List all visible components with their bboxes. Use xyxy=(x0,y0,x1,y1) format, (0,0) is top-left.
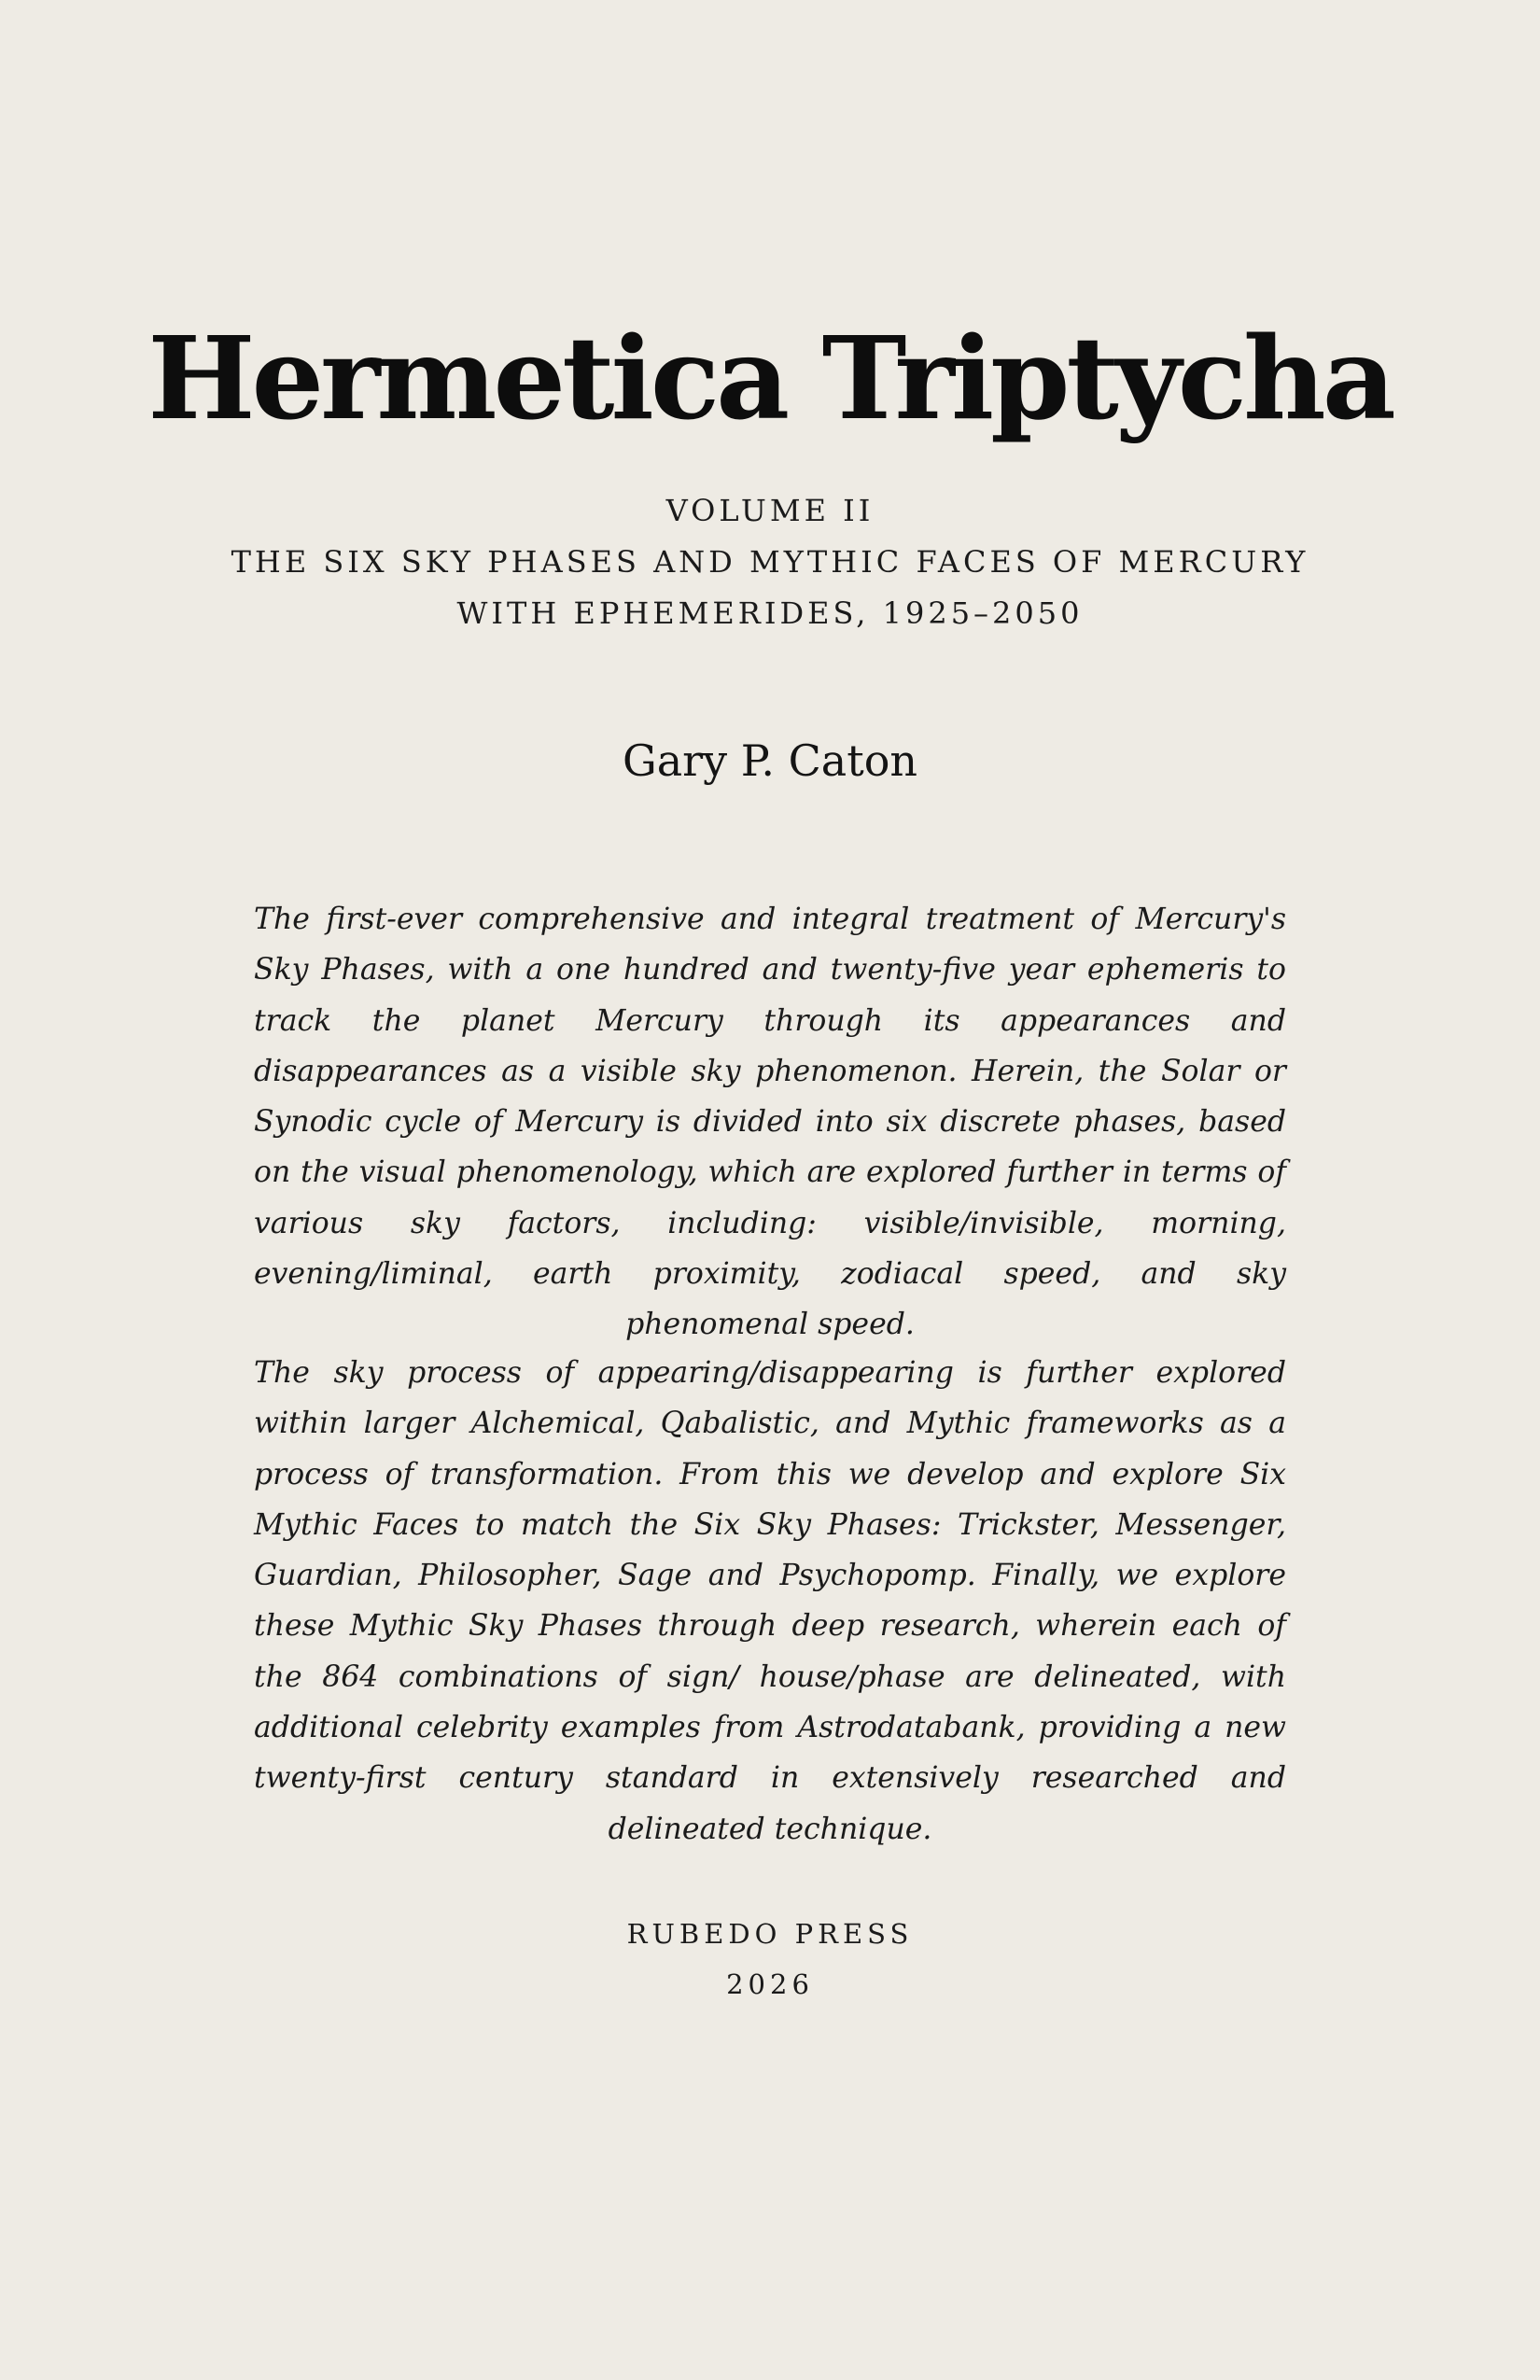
volume-label: VOLUME II xyxy=(665,493,875,528)
publisher-block xyxy=(0,1909,1540,2009)
book-title: Hermetica Triptycha xyxy=(147,311,1393,445)
subtitle-line-2: WITH EPHEMERIDES, 1925–2050 xyxy=(456,595,1084,631)
description-paragraph-2: The sky process of appearing/disappearing is further explored within larger Alchemical, Qabalistic, and Mythic frameworks as a process of transformation. From this we develop and explore Six Mythic Faces to match the Six Sky Phases: Trickster, Messenger, Guardian, Philosopher, Sage and Psychopomp. Finally, we explore these Mythic Sky Phases through deep research, wherein each of the 864 combinations of sign/ house/phase are delineated, with additional celebrity examples from Astrodatabank, providing a new twenty-first century standard in extensively researched and delineated technique. xyxy=(254,1356,1286,1846)
subtitle-line-1: THE SIX SKY PHASES AND MYTHIC FACES OF MERCURY xyxy=(231,544,1309,580)
publisher-name: RUBEDO PRESS xyxy=(626,1918,914,1950)
subtitle-block xyxy=(0,485,1540,639)
description-paragraph-1: The first-ever comprehensive and integral treatment of Mercury's Sky Phases, with a one hundred and twenty-five year ephemeris to track the planet Mercury through its appearances and disappearances as a visible sky phenomenon. Herein, the Solar or Synodic cycle of Mercury is divided into six discrete phases, based on the visual phenomenology, which are explored further in terms of various sky factors, including: visible/invisible, morning, evening/liminal, earth proximity, zodiacal speed, and sky phenomenal speed. xyxy=(254,903,1286,1342)
publication-year: 2026 xyxy=(726,1968,814,2000)
author-name: Gary P. Caton xyxy=(622,735,918,786)
